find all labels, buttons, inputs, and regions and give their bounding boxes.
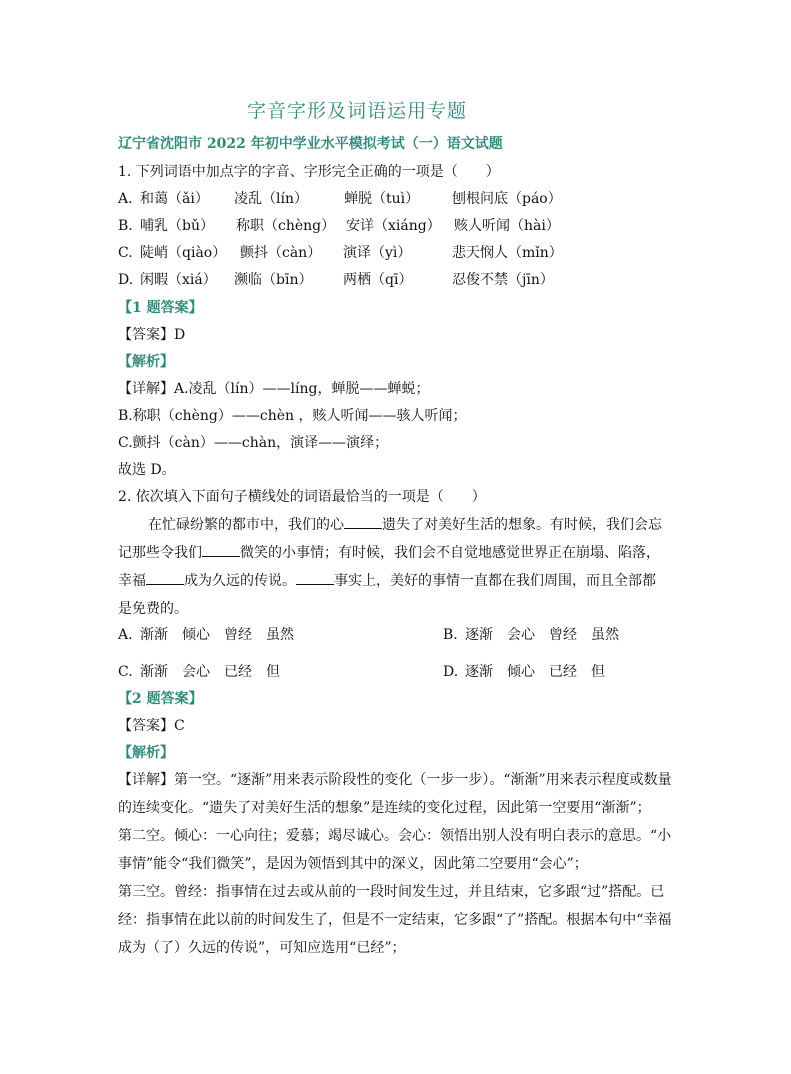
q1-detail: B.称职（chèng）——chèn ，赅人听闻——骇人听闻； xyxy=(118,408,467,424)
q2-passage-line: 是免费的。 xyxy=(118,601,188,617)
q2-detail: 第三空。曾经：指事情在过去或从前的一段时间发生过，并且结束，它多跟“过”搭配。已 xyxy=(118,884,665,900)
passage-text: 幸福 xyxy=(118,573,146,589)
q1-stem: 1. 下列词语中加点字的字音、字形完全正确的一项是（ ） xyxy=(118,164,500,180)
q2-answer: 【答案】C xyxy=(118,718,185,734)
q1-detail: C.颤抖（càn）——chàn，演译——演绎； xyxy=(118,435,389,451)
q1-option-label: D. xyxy=(118,272,134,288)
q1-option-item: 凌乱（lín） xyxy=(234,191,308,207)
passage-text: 在忙碌纷繁的都市中，我们的心 xyxy=(148,517,344,533)
exam-subtitle: 辽宁省沈阳市 2022 年初中学业水平模拟考试（一）语文试题 xyxy=(118,136,503,152)
q2-answer-header: 【2 题答案】 xyxy=(118,691,203,707)
q2-detail: 【详解】第一空。“逐渐”用来表示阶段性的变化（一步一步）。“渐渐”用来表示程度或数量 xyxy=(118,772,672,788)
q2-analysis-header: 【解析】 xyxy=(118,745,174,761)
q1-analysis-header: 【解析】 xyxy=(118,354,174,370)
q1-option-item: 蝉脱（tuì） xyxy=(344,191,420,207)
q2-option-text: 渐渐 倾心 曾经 虽然 xyxy=(140,627,294,643)
passage-text: 事实上，美好的事情一直都在我们周围，而且全部都 xyxy=(334,573,656,589)
passage-text: 微笑的小事情；有时候，我们会不自觉地感觉世界正在崩塌、陷落， xyxy=(240,545,660,561)
q1-option-item: 陡峭（qiào） xyxy=(140,245,227,261)
q1-option-item: 颤抖（càn） xyxy=(240,245,322,261)
q1-option-item: 演译（yì） xyxy=(343,245,412,261)
q1-option-item: 濒临（bīn） xyxy=(234,272,313,288)
document-title: 字音字形及词语运用专题 xyxy=(246,100,467,122)
q2-stem: 2. 依次填入下面句子横线处的词语最恰当的一项是（ ） xyxy=(118,489,486,505)
q1-option-item: 安详（xiáng） xyxy=(346,218,441,234)
q1-option-item: 两栖（qī） xyxy=(343,272,413,288)
q1-option-item: 称职（chèng） xyxy=(236,218,336,234)
fill-blank xyxy=(296,572,334,585)
q2-passage-line xyxy=(148,515,662,535)
q2-option-label: D. xyxy=(443,664,459,680)
q1-option-label: A. xyxy=(118,191,133,207)
q2-detail: 成为（了）久远的传说”，可知应选用“已经”； xyxy=(118,940,406,956)
passage-text: 记那些令我们 xyxy=(118,545,202,561)
q2-detail: 的连续变化。“遗失了对美好生活的想象”是连续的变化过程，因此第一空要用“渐渐”； xyxy=(118,800,651,816)
q2-option-text: 逐渐 倾心 已经 但 xyxy=(465,664,605,680)
q2-option-text: 逐渐 会心 曾经 虽然 xyxy=(465,627,619,643)
q2-passage-line xyxy=(118,571,656,591)
q1-option-item: 赅人听闻（hài） xyxy=(454,218,560,234)
q2-passage-line xyxy=(118,543,660,563)
q2-option-label: A. xyxy=(118,627,133,643)
q1-detail: 【详解】A.凌乱（lín）——líng，蝉脱——蝉蜕； xyxy=(118,381,430,397)
q1-option-item: 和蔼（ǎi） xyxy=(140,191,209,207)
q1-option-item: 刨根问底（páo） xyxy=(452,191,562,207)
q1-answer: 【答案】D xyxy=(118,327,186,343)
q1-option-item: 忍俊不禁（jīn） xyxy=(452,272,554,288)
q1-option-item: 哺乳（bǔ） xyxy=(140,218,214,234)
passage-text: 遗失了对美好生活的想象。有时候，我们会忘 xyxy=(382,517,662,533)
q1-option-label: C. xyxy=(118,245,133,261)
q2-option-text: 渐渐 会心 已经 但 xyxy=(140,664,280,680)
fill-blank xyxy=(202,544,240,557)
q1-option-item: 悲天悯人（mǐn） xyxy=(452,245,563,261)
q1-option-label: B. xyxy=(118,218,133,234)
q1-answer-header: 【1 题答案】 xyxy=(118,300,203,316)
q1-detail: 故选 D。 xyxy=(118,462,176,478)
passage-text: 成为久远的传说。 xyxy=(184,573,296,589)
q2-detail: 经：指事情在此以前的时间发生了，但是不一定结束，它多跟“了”搭配。根据本句中“幸福 xyxy=(118,912,672,928)
q2-detail: 第二空。倾心：一心向往；爱慕；竭尽诚心。会心：领悟出别人没有明白表示的意思。“小 xyxy=(118,828,672,844)
q2-option-label: C. xyxy=(118,664,133,680)
q1-option-item: 闲暇（xiá） xyxy=(140,272,217,288)
fill-blank xyxy=(146,572,184,585)
fill-blank xyxy=(344,516,382,529)
q2-detail: 事情”能令“我们微笑”，是因为领悟到其中的深义，因此第二空要用“会心”； xyxy=(118,856,588,872)
q2-option-label: B. xyxy=(443,627,458,643)
